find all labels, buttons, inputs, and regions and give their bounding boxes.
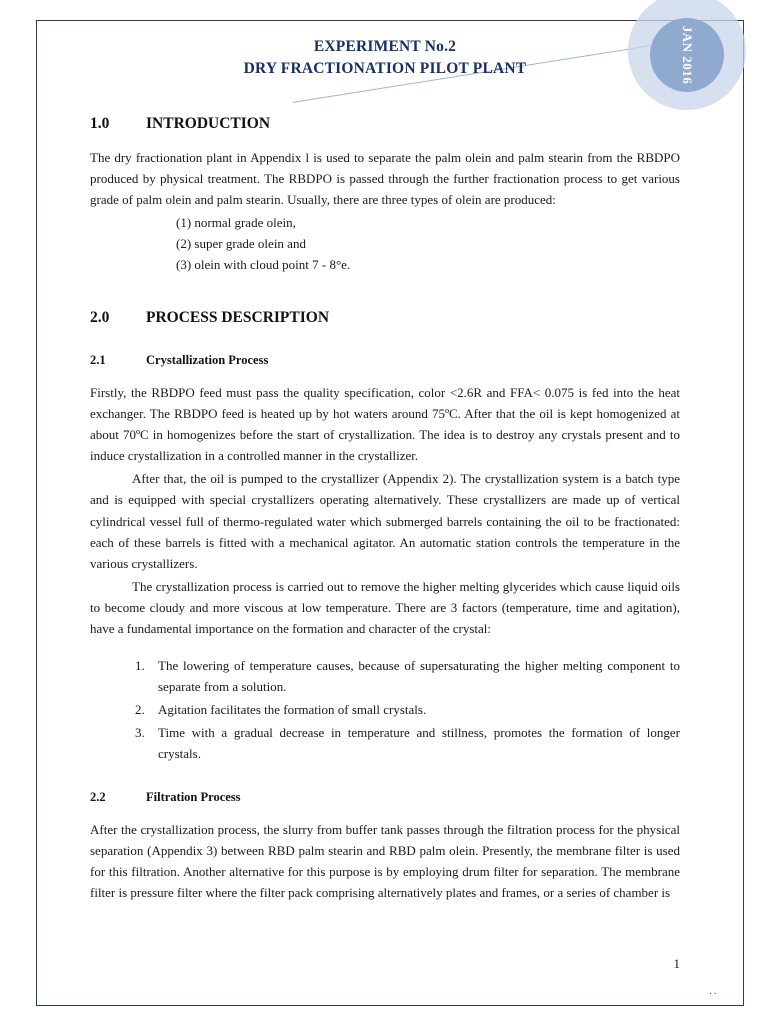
page-title [90,36,680,81]
stamp-label: JAN 2016 [679,25,695,85]
subsection-number-2-1: 2.1 [90,353,106,368]
list-item: (2) super grade olein and [176,236,306,252]
list-item: 1. The lowering of temperature causes, because of supersaturating the higher melting component to separate from a solution. [148,655,680,697]
section-number-2: 2.0 [90,309,110,327]
page-number: 1 [673,956,680,971]
list-item: 3. Time with a gradual decrease in temperature and stillness, promotes the formation of longer crystals. [148,722,680,764]
olein-types-list [90,212,680,275]
title-line-2: DRY FRACTIONATION PILOT PLANT [243,60,527,78]
title-line-1: EXPERIMENT No.2 [313,38,457,55]
crystallization-paragraph-3: The crystallization process is carried out to remove the higher melting glycerides which cause liquid oils to become cloudy and more viscous at low temperature. There are 3 factors (temperature, time and agitation), have a fundamental importance on the formation and character of the crystal: [90,578,680,636]
intro-paragraph: The dry fractionation plant in Appendix l is used to separate the palm olein and palm stearin from the RBDPO produced by physical treatment. The RBDPO is passed through the further fractionation process to get various grade of palm olein and palm stearin. Usually, there are three types of olein are produced: [90,149,680,208]
section-heading-process-description [90,309,680,327]
section-title-1: INTRODUCTION [146,114,271,132]
crystallization-paragraph-2: After that, the oil is pumped to the crystallizer (Appendix 2). The crystallization system is a batch type and is equipped with special crystallizers operating alternatively. These crystallizers are made up of vertical cylindrical vessel full of thermo-regulated water which submerged barrels containing the oil to be fractionated: each of these barrels is fitted with a mechanical agitator. An automatic station controls the temperature in the various crystallizers. [90,471,680,571]
filtration-paragraph-1: After the crystallization process, the slurry from buffer tank passes through the filtration process for the physical separation (Appendix 3) between RBD palm stearin and RBD palm olein. Presently, the membrane filter is used for this filtration. Another alternative for this purpose is by employing drum filter for separation. The membrane filter is pressure filter where the filter pack comprising alternatively plates and frames, or a series of chamber is [90,822,680,901]
crystallization-paragraph-1: Firstly, the RBDPO feed must pass the quality specification, color <2.6R and FFA< 0.075 is fed into the heat exchanger. The RBDPO feed is heated up by hot waters around 75ºC. After that the oil is kept homogenized at about 70ºC in homogenizes before the start of crystallization. The idea is to destroy any crystals present and to induce crystallization in a controlled manner in the crystallizer. [90,385,680,464]
section-heading-introduction [90,115,680,133]
subsection-number-2-2: 2.2 [90,790,106,805]
list-item: 2. Agitation facilitates the formation of small crystals. [148,699,680,720]
list-item: (3) olein with cloud point 7 - 8°e. [176,257,351,273]
footer-mark: ·· [708,988,718,1000]
subsection-heading-crystallization [90,353,680,368]
section-number-1: 1.0 [90,114,110,132]
section-title-2: PROCESS DESCRIPTION [146,309,330,327]
subsection-title-2-1: Crystallization Process [146,353,269,368]
document-content [90,36,680,903]
crystal-factors-list [90,655,680,764]
list-item: (1) normal grade olein, [176,215,296,231]
subsection-title-2-2: Filtration Process [146,790,241,805]
subsection-heading-filtration [90,790,680,805]
